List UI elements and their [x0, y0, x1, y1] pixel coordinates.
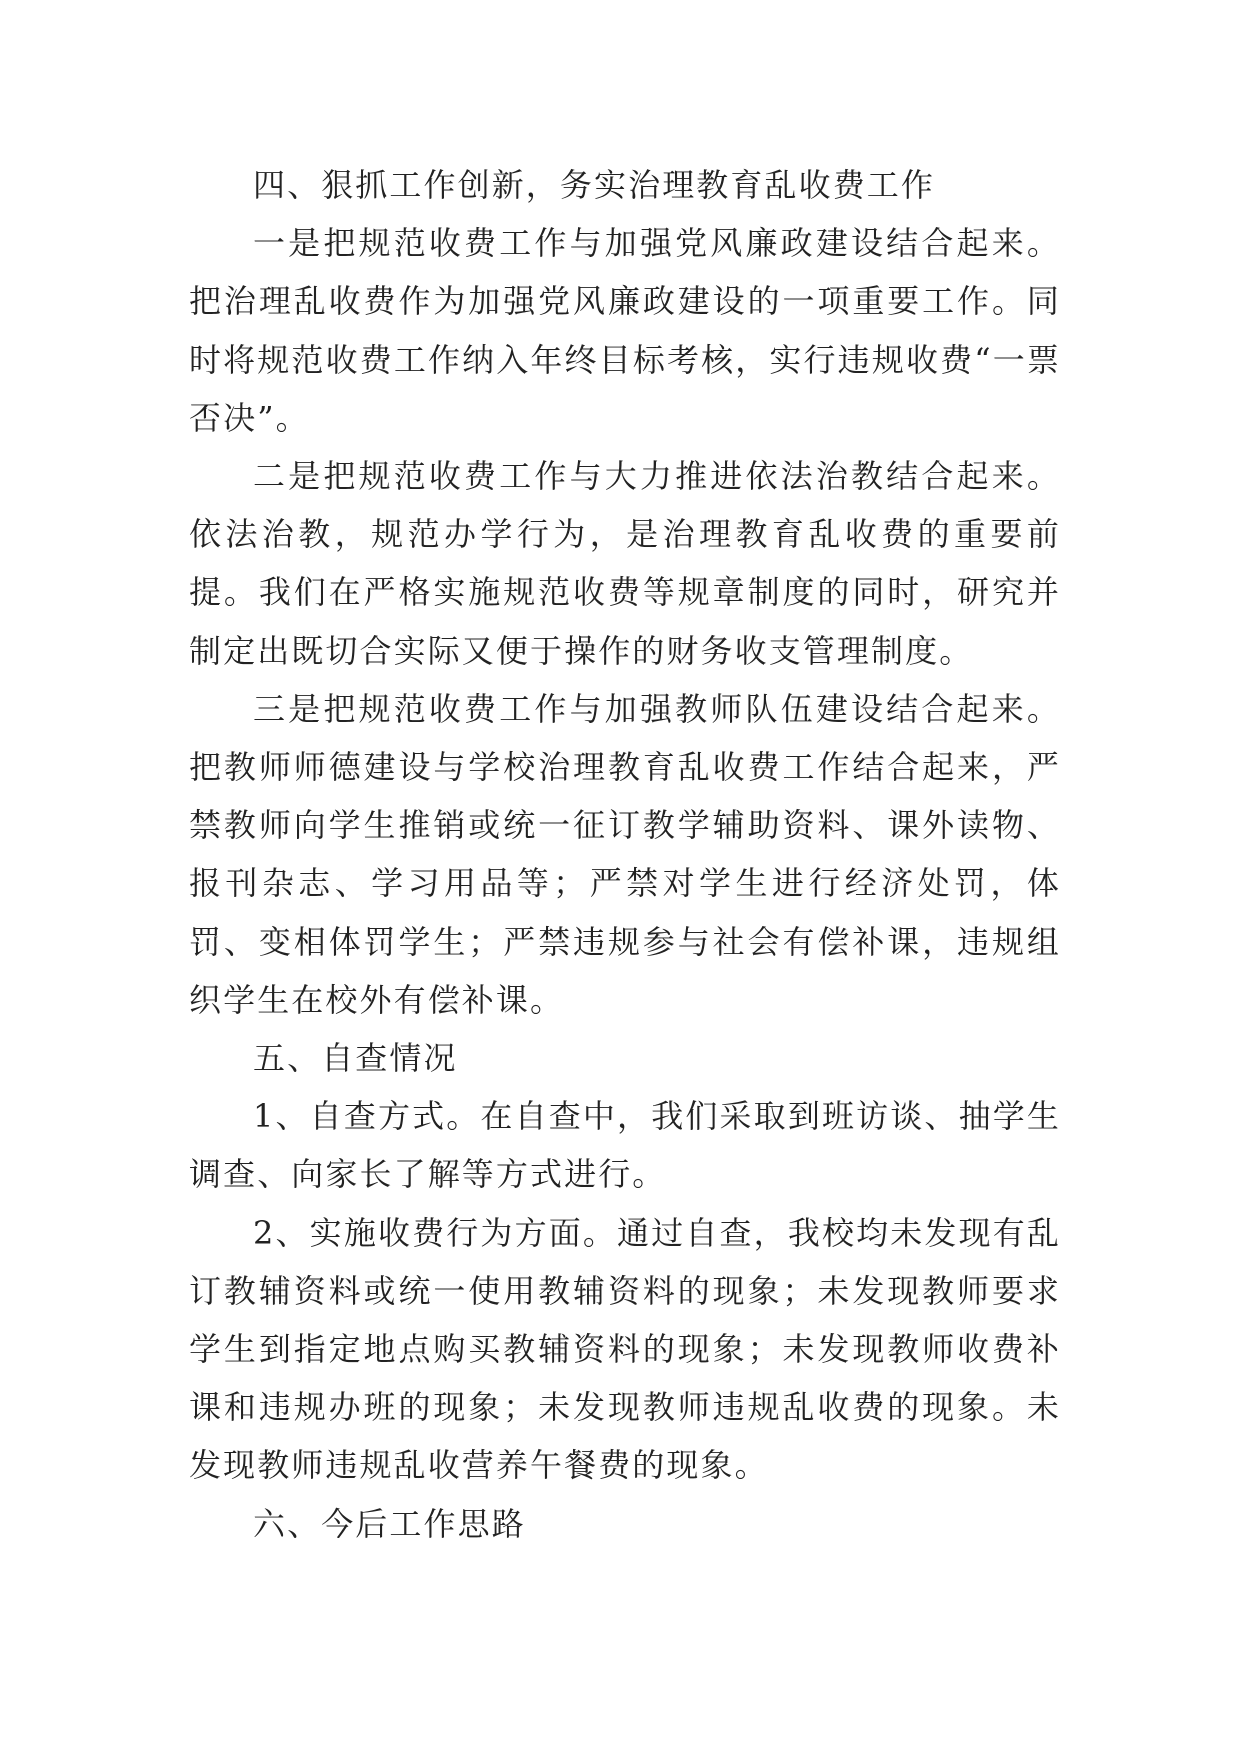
paragraph-2: 二是把规范收费工作与大力推进依法治教结合起来。依法治教，规范办学行为，是治理教育乱收费的重要前提。我们在严格实施规范收费等规章制度的同时，研究并制定出既切合实际又便于操作的财务收支管理制度。 [189, 457, 1061, 670]
paragraph-3: 三是把规范收费工作与加强教师队伍建设结合起来。把教师师德建设与学校治理教育乱收费工作结合起来，严禁教师向学生推销或统一征订教学辅助资料、课外读物、报刊杂志、学习用品等；严禁对学生进行经济处罚，体罚、变相体罚学生；严禁违规参与社会有偿补课，违规组织学生在校外有偿补课。 [189, 689, 1061, 1019]
section-heading-4: 四、狠抓工作创新，务实治理教育乱收费工作 [253, 166, 936, 204]
section-heading-6: 六、今后工作思路 [253, 1504, 526, 1543]
paragraph-1: 一是把规范收费工作与加强党风廉政建设结合起来。把治理乱收费作为加强党风廉政建设的一项重要工作。同时将规范收费工作纳入年终目标考核，实行违规收费“一票否决”。 [189, 224, 1061, 437]
paragraph-fee-behavior: 2、实施收费行为方面。通过自查，我校均未发现有乱订教辅资料或统一使用教辅资料的现象；未发现教师要求学生到指定地点购买教辅资料的现象；未发现教师收费补课和违规办班的现象；未发现教师违规乱收费的现象。未发现教师违规乱收营养午餐费的现象。 [189, 1213, 1061, 1485]
section-heading-5: 五、自查情况 [253, 1039, 458, 1078]
document-body [189, 156, 1061, 1553]
paragraph-self-check-method: 1、自查方式。在自查中，我们采取到班访谈、抽学生调查、向家长了解等方式进行。 [189, 1097, 1061, 1194]
